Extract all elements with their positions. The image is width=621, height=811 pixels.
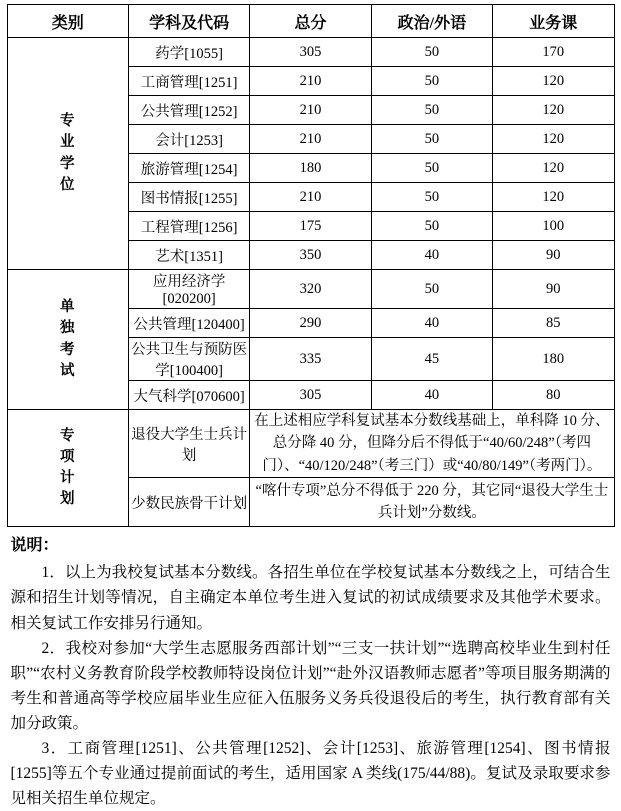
politics-cell: 50 xyxy=(371,212,492,241)
table-header-row xyxy=(7,5,614,38)
note-item-2: 2．我校对参加“大学生志愿服务西部计划”“三支一扶计划”“选聘高校毕业生到村任职”“农村义务教育阶段学校教师特设岗位计划”“赴外汉语教师志愿者”等项目服务期满的考生和普通高等学校应届毕业生应征入伍服务义务兵役退役后的考生，执行教育部有关加分政策。 xyxy=(10,639,611,732)
politics-cell: 50 xyxy=(371,67,492,96)
politics-cell: 40 xyxy=(371,381,492,410)
total-cell: 335 xyxy=(250,338,371,381)
header-subject: 学科及代码 xyxy=(128,5,249,38)
table-row xyxy=(7,38,614,67)
total-cell: 175 xyxy=(250,212,371,241)
subject-cell: 公共卫生与预防医学[100400] xyxy=(128,338,249,381)
politics-cell: 40 xyxy=(371,309,492,338)
subject-cell: 图书情报[1255] xyxy=(128,183,249,212)
major-cell: 90 xyxy=(493,270,614,309)
major-cell: 100 xyxy=(493,212,614,241)
politics-cell: 50 xyxy=(371,125,492,154)
subject-cell: 应用经济学[020200] xyxy=(128,270,249,309)
politics-cell: 50 xyxy=(371,154,492,183)
major-cell: 180 xyxy=(493,338,614,381)
header-politics-foreign: 政治/外语 xyxy=(371,5,492,38)
politics-cell: 50 xyxy=(371,96,492,125)
subject-cell: 会计[1253] xyxy=(128,125,249,154)
politics-cell: 50 xyxy=(371,270,492,309)
notes-title: 说明： xyxy=(10,537,59,555)
total-cell: 210 xyxy=(250,96,371,125)
subject-cell: 公共管理[120400] xyxy=(128,309,249,338)
politics-cell: 50 xyxy=(371,183,492,212)
major-cell: 120 xyxy=(493,183,614,212)
subject-cell: 药学[1055] xyxy=(128,38,249,67)
subject-cell: 工商管理[1251] xyxy=(128,67,249,96)
category-cell-special-plan: 专 项 计 划 xyxy=(7,410,128,527)
total-cell: 210 xyxy=(250,183,371,212)
subject-cell: 大气科学[070600] xyxy=(128,381,249,410)
header-category: 类别 xyxy=(7,5,128,38)
total-cell: 210 xyxy=(250,67,371,96)
total-cell: 305 xyxy=(250,381,371,410)
subject-cell: 旅游管理[1254] xyxy=(128,154,249,183)
total-cell: 290 xyxy=(250,309,371,338)
subject-cell: 艺术[1351] xyxy=(128,241,249,270)
note-cell: “喀什专项”总分不得低于 220 分，其它同“退役大学生士兵计划”分数线。 xyxy=(250,478,614,527)
major-cell: 120 xyxy=(493,125,614,154)
major-cell: 85 xyxy=(493,309,614,338)
notes-section xyxy=(11,533,611,811)
note-item-3: 3．工商管理[1251]、公共管理[1252]、会计[1253]、旅游管理[1254]、图书情报[1255]等五个专业通过提前面试的考生，适用国家 A 类线(175/44/88)。复试及录取要求参见相关招生单位规定。 xyxy=(10,740,611,808)
category-cell-separate-exam: 单 独 考 试 xyxy=(7,270,128,410)
politics-cell: 40 xyxy=(371,241,492,270)
total-cell: 305 xyxy=(250,38,371,67)
major-cell: 120 xyxy=(493,67,614,96)
header-total: 总分 xyxy=(250,5,371,38)
major-cell: 120 xyxy=(493,96,614,125)
note-item-1: 1．以上为我校复试基本分数线。各招生单位在学校复试基本分数线之上，可结合生源和招生计划等情况，自主确定本单位考生进入复试的初试成绩要求及其他学术要求。相关复试工作安排另行通知。 xyxy=(10,564,611,632)
subject-cell: 少数民族骨干计划 xyxy=(128,478,249,527)
politics-cell: 45 xyxy=(371,338,492,381)
subject-cell: 工程管理[1256] xyxy=(128,212,249,241)
total-cell: 180 xyxy=(250,154,371,183)
subject-cell: 公共管理[1252] xyxy=(128,96,249,125)
total-cell: 350 xyxy=(250,241,371,270)
politics-cell: 50 xyxy=(371,38,492,67)
header-major-course: 业务课 xyxy=(493,5,614,38)
table-row xyxy=(7,270,614,309)
major-cell: 80 xyxy=(493,381,614,410)
subject-cell: 退役大学生士兵计划 xyxy=(128,410,249,478)
table-row xyxy=(7,410,614,478)
major-cell: 120 xyxy=(493,154,614,183)
total-cell: 210 xyxy=(250,125,371,154)
category-cell-professional: 专 业 学 位 xyxy=(7,38,128,270)
major-cell: 170 xyxy=(493,38,614,67)
major-cell: 90 xyxy=(493,241,614,270)
score-table xyxy=(7,4,615,527)
total-cell: 320 xyxy=(250,270,371,309)
note-cell: 在上述相应学科复试基本分数线基础上，单科降 10 分、总分降 40 分，但降分后不得低于“40/60/248”（考四门）、“40/120/248”（考三门）或“40/80/149”（考两门）。 xyxy=(250,410,614,478)
